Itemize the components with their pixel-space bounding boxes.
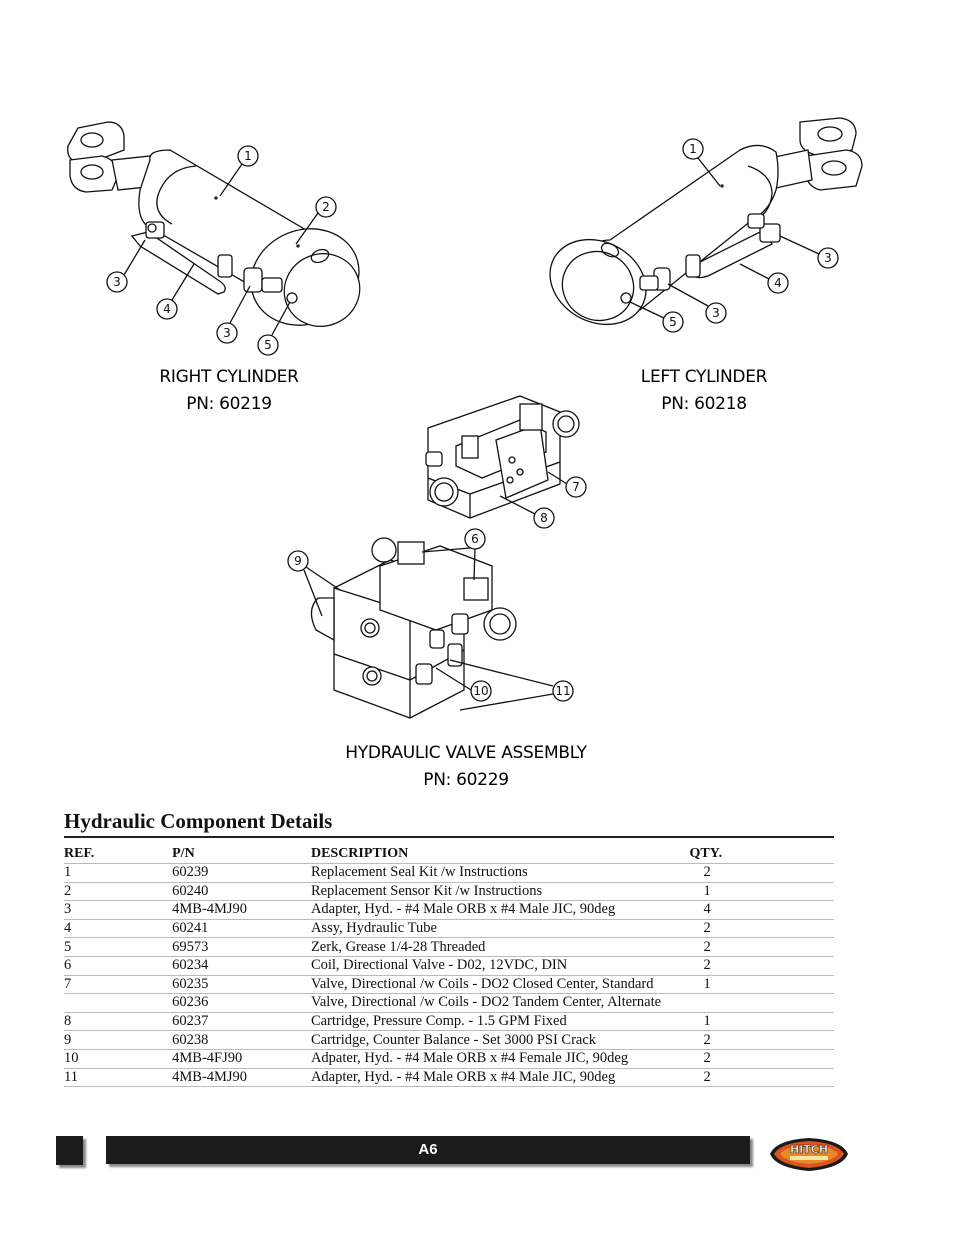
pn-cell: 4MB-4MJ90 — [172, 901, 311, 920]
callout-label: 3 — [113, 275, 121, 289]
qty-cell: 1 — [690, 1012, 834, 1031]
table-row — [64, 901, 834, 920]
pn-cell: 60240 — [172, 882, 311, 901]
callout-label: 3 — [824, 251, 832, 265]
ref-cell: 4 — [64, 919, 172, 938]
parts-table — [64, 845, 834, 1087]
callout-label: 9 — [294, 554, 302, 568]
pn-cell: 60241 — [172, 919, 311, 938]
ref-cell: 11 — [64, 1068, 172, 1087]
title-divider — [64, 836, 834, 838]
pn-cell: 60239 — [172, 864, 311, 883]
section-title: Hydraulic Component Details — [64, 809, 333, 833]
ref-cell: 1 — [64, 864, 172, 883]
table-row — [64, 975, 834, 994]
callout-label: 11 — [555, 684, 571, 698]
callout-label: 5 — [669, 315, 677, 329]
ref-cell: 7 — [64, 975, 172, 994]
right-cylinder-caption — [129, 364, 329, 418]
qty-cell: 4 — [690, 901, 834, 920]
description-cell: Replacement Seal Kit /w Instructions — [311, 864, 690, 883]
pn-cell: 4MB-4MJ90 — [172, 1068, 311, 1087]
callout-label: 4 — [774, 276, 782, 290]
callout-label: 5 — [264, 338, 272, 352]
table-row — [64, 882, 834, 901]
qty-cell: 2 — [690, 1049, 834, 1068]
pn-cell: 60234 — [172, 956, 311, 975]
description-cell: Cartridge, Pressure Comp. - 1.5 GPM Fixed — [311, 1012, 690, 1031]
qty-cell: 1 — [690, 882, 834, 901]
column-header-ref: REF. — [64, 845, 172, 864]
qty-cell: 2 — [690, 956, 834, 975]
callout-label: 1 — [244, 149, 252, 163]
table-row — [64, 919, 834, 938]
table-header-row — [64, 845, 834, 864]
callout-label: 10 — [473, 684, 489, 698]
logo-wordmark: HITCH — [789, 1143, 829, 1156]
left-cylinder-caption — [604, 364, 804, 418]
pn-cell: 60236 — [172, 994, 311, 1013]
pn-cell: 60235 — [172, 975, 311, 994]
column-header-qty: QTY. — [690, 845, 834, 864]
ref-cell: 3 — [64, 901, 172, 920]
pn-cell: 60238 — [172, 1031, 311, 1050]
description-cell: Cartridge, Counter Balance - Set 3000 PSI Crack — [311, 1031, 690, 1050]
callout-label: 4 — [163, 302, 171, 316]
table-row — [64, 1031, 834, 1050]
footer-marker — [56, 1136, 83, 1165]
description-cell: Adapter, Hyd. - #4 Male ORB x #4 Male JIC, 90deg — [311, 1068, 690, 1087]
table-row — [64, 994, 834, 1013]
callout-label: 3 — [712, 306, 720, 320]
table-row — [64, 1012, 834, 1031]
left-cylinder-drawing — [535, 118, 862, 341]
pn-cell: 60237 — [172, 1012, 311, 1031]
qty-cell: 2 — [690, 864, 834, 883]
pn-cell: 69573 — [172, 938, 311, 957]
ref-cell — [64, 994, 172, 1013]
callout-label: 8 — [540, 511, 548, 525]
callout-label: 3 — [223, 326, 231, 340]
table-row — [64, 1049, 834, 1068]
qty-cell: 2 — [690, 1068, 834, 1087]
footer-bar — [106, 1136, 750, 1164]
pn-cell: 4MB-4FJ90 — [172, 1049, 311, 1068]
description-cell: Valve, Directional /w Coils - DO2 Closed Center, Standard — [311, 975, 690, 994]
qty-cell: 2 — [690, 938, 834, 957]
hitch-logo — [766, 1134, 852, 1174]
valve-assembly-part-number: PN: 60229 — [423, 770, 509, 790]
callout-label: 7 — [572, 480, 580, 494]
valve-detail-drawing — [426, 396, 586, 528]
valve-assembly-drawing — [288, 529, 573, 718]
ref-cell: 2 — [64, 882, 172, 901]
description-cell: Valve, Directional /w Coils - DO2 Tandem Center, Alternate — [311, 994, 690, 1013]
column-header-pn: P/N — [172, 845, 311, 864]
right-cylinder-drawing — [68, 122, 374, 355]
ref-cell: 6 — [64, 956, 172, 975]
ref-cell: 5 — [64, 938, 172, 957]
ref-cell: 8 — [64, 1012, 172, 1031]
ref-cell: 9 — [64, 1031, 172, 1050]
page-number: A6 — [418, 1141, 438, 1158]
description-cell: Coil, Directional Valve - D02, 12VDC, DIN — [311, 956, 690, 975]
table-row — [64, 938, 834, 957]
description-cell: Replacement Sensor Kit /w Instructions — [311, 882, 690, 901]
table-row — [64, 864, 834, 883]
qty-cell — [690, 994, 834, 1013]
qty-cell: 2 — [690, 919, 834, 938]
valve-assembly-caption — [316, 740, 616, 794]
right-cylinder-name: RIGHT CYLINDER — [159, 367, 299, 387]
callout-label: 6 — [471, 532, 479, 546]
table-row — [64, 1068, 834, 1087]
description-cell: Adpater, Hyd. - #4 Male ORB x #4 Female JIC, 90deg — [311, 1049, 690, 1068]
description-cell: Assy, Hydraulic Tube — [311, 919, 690, 938]
ref-cell: 10 — [64, 1049, 172, 1068]
left-cylinder-part-number: PN: 60218 — [661, 394, 747, 414]
valve-assembly-name: HYDRAULIC VALVE ASSEMBLY — [345, 743, 587, 763]
callout-label: 2 — [322, 200, 330, 214]
table-row — [64, 956, 834, 975]
right-cylinder-part-number: PN: 60219 — [186, 394, 272, 414]
left-cylinder-name: LEFT CYLINDER — [640, 367, 768, 387]
qty-cell: 2 — [690, 1031, 834, 1050]
description-cell: Zerk, Grease 1/4-28 Threaded — [311, 938, 690, 957]
description-cell: Adapter, Hyd. - #4 Male ORB x #4 Male JIC, 90deg — [311, 901, 690, 920]
column-header-description: DESCRIPTION — [311, 845, 690, 864]
callout-label: 1 — [689, 142, 697, 156]
qty-cell: 1 — [690, 975, 834, 994]
